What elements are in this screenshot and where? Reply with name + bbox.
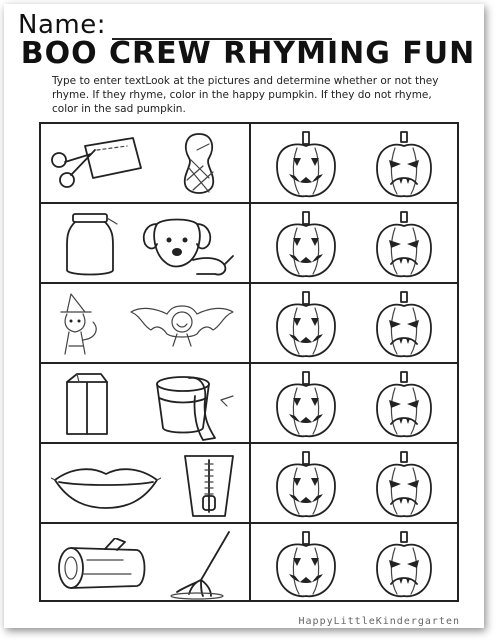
row-divider	[41, 362, 457, 364]
sad-pumpkin-icon[interactable]	[369, 208, 439, 280]
dog-icon	[137, 210, 237, 280]
happy-pumpkin-icon[interactable]	[267, 128, 345, 200]
name-label: Name:	[18, 10, 106, 40]
rhyming-grid	[39, 122, 459, 602]
log-icon	[53, 538, 153, 594]
row-divider	[41, 282, 457, 284]
bat-icon	[127, 294, 237, 358]
jar-icon	[61, 210, 121, 280]
zipper-icon	[179, 450, 239, 522]
happy-pumpkin-icon[interactable]	[267, 448, 345, 520]
row-divider	[41, 202, 457, 204]
row-divider	[41, 442, 457, 444]
happy-pumpkin-icon[interactable]	[267, 528, 345, 600]
sad-pumpkin-icon[interactable]	[369, 448, 439, 520]
worksheet-page	[4, 4, 484, 628]
scissors-cutting-paper-icon	[45, 128, 145, 198]
row-divider	[41, 522, 457, 524]
page-title: BOO CREW RHYMING FUN	[20, 36, 476, 71]
happy-pumpkin-icon[interactable]	[267, 208, 345, 280]
sad-pumpkin-icon[interactable]	[369, 288, 439, 360]
sad-pumpkin-icon[interactable]	[369, 128, 439, 200]
happy-pumpkin-icon[interactable]	[267, 368, 345, 440]
lips-icon	[51, 462, 161, 512]
mop-icon	[167, 528, 247, 600]
footer-credit: HappyLittleKindergarten	[298, 616, 460, 627]
instructions-text: Type to enter textLook at the pictures and determine whether or not they rhyme. If they rhyme, color in the happy pumpkin. If they do not rhyme, color in the sad pumpkin.	[52, 75, 439, 115]
peanut-icon	[169, 130, 229, 200]
happy-pumpkin-icon[interactable]	[267, 288, 345, 360]
sad-pumpkin-icon[interactable]	[369, 368, 439, 440]
paper-bag-icon	[57, 368, 117, 440]
cat-in-witch-hat-icon	[53, 288, 123, 360]
bucket-with-rag-icon	[149, 370, 241, 442]
sad-pumpkin-icon[interactable]	[369, 528, 439, 600]
